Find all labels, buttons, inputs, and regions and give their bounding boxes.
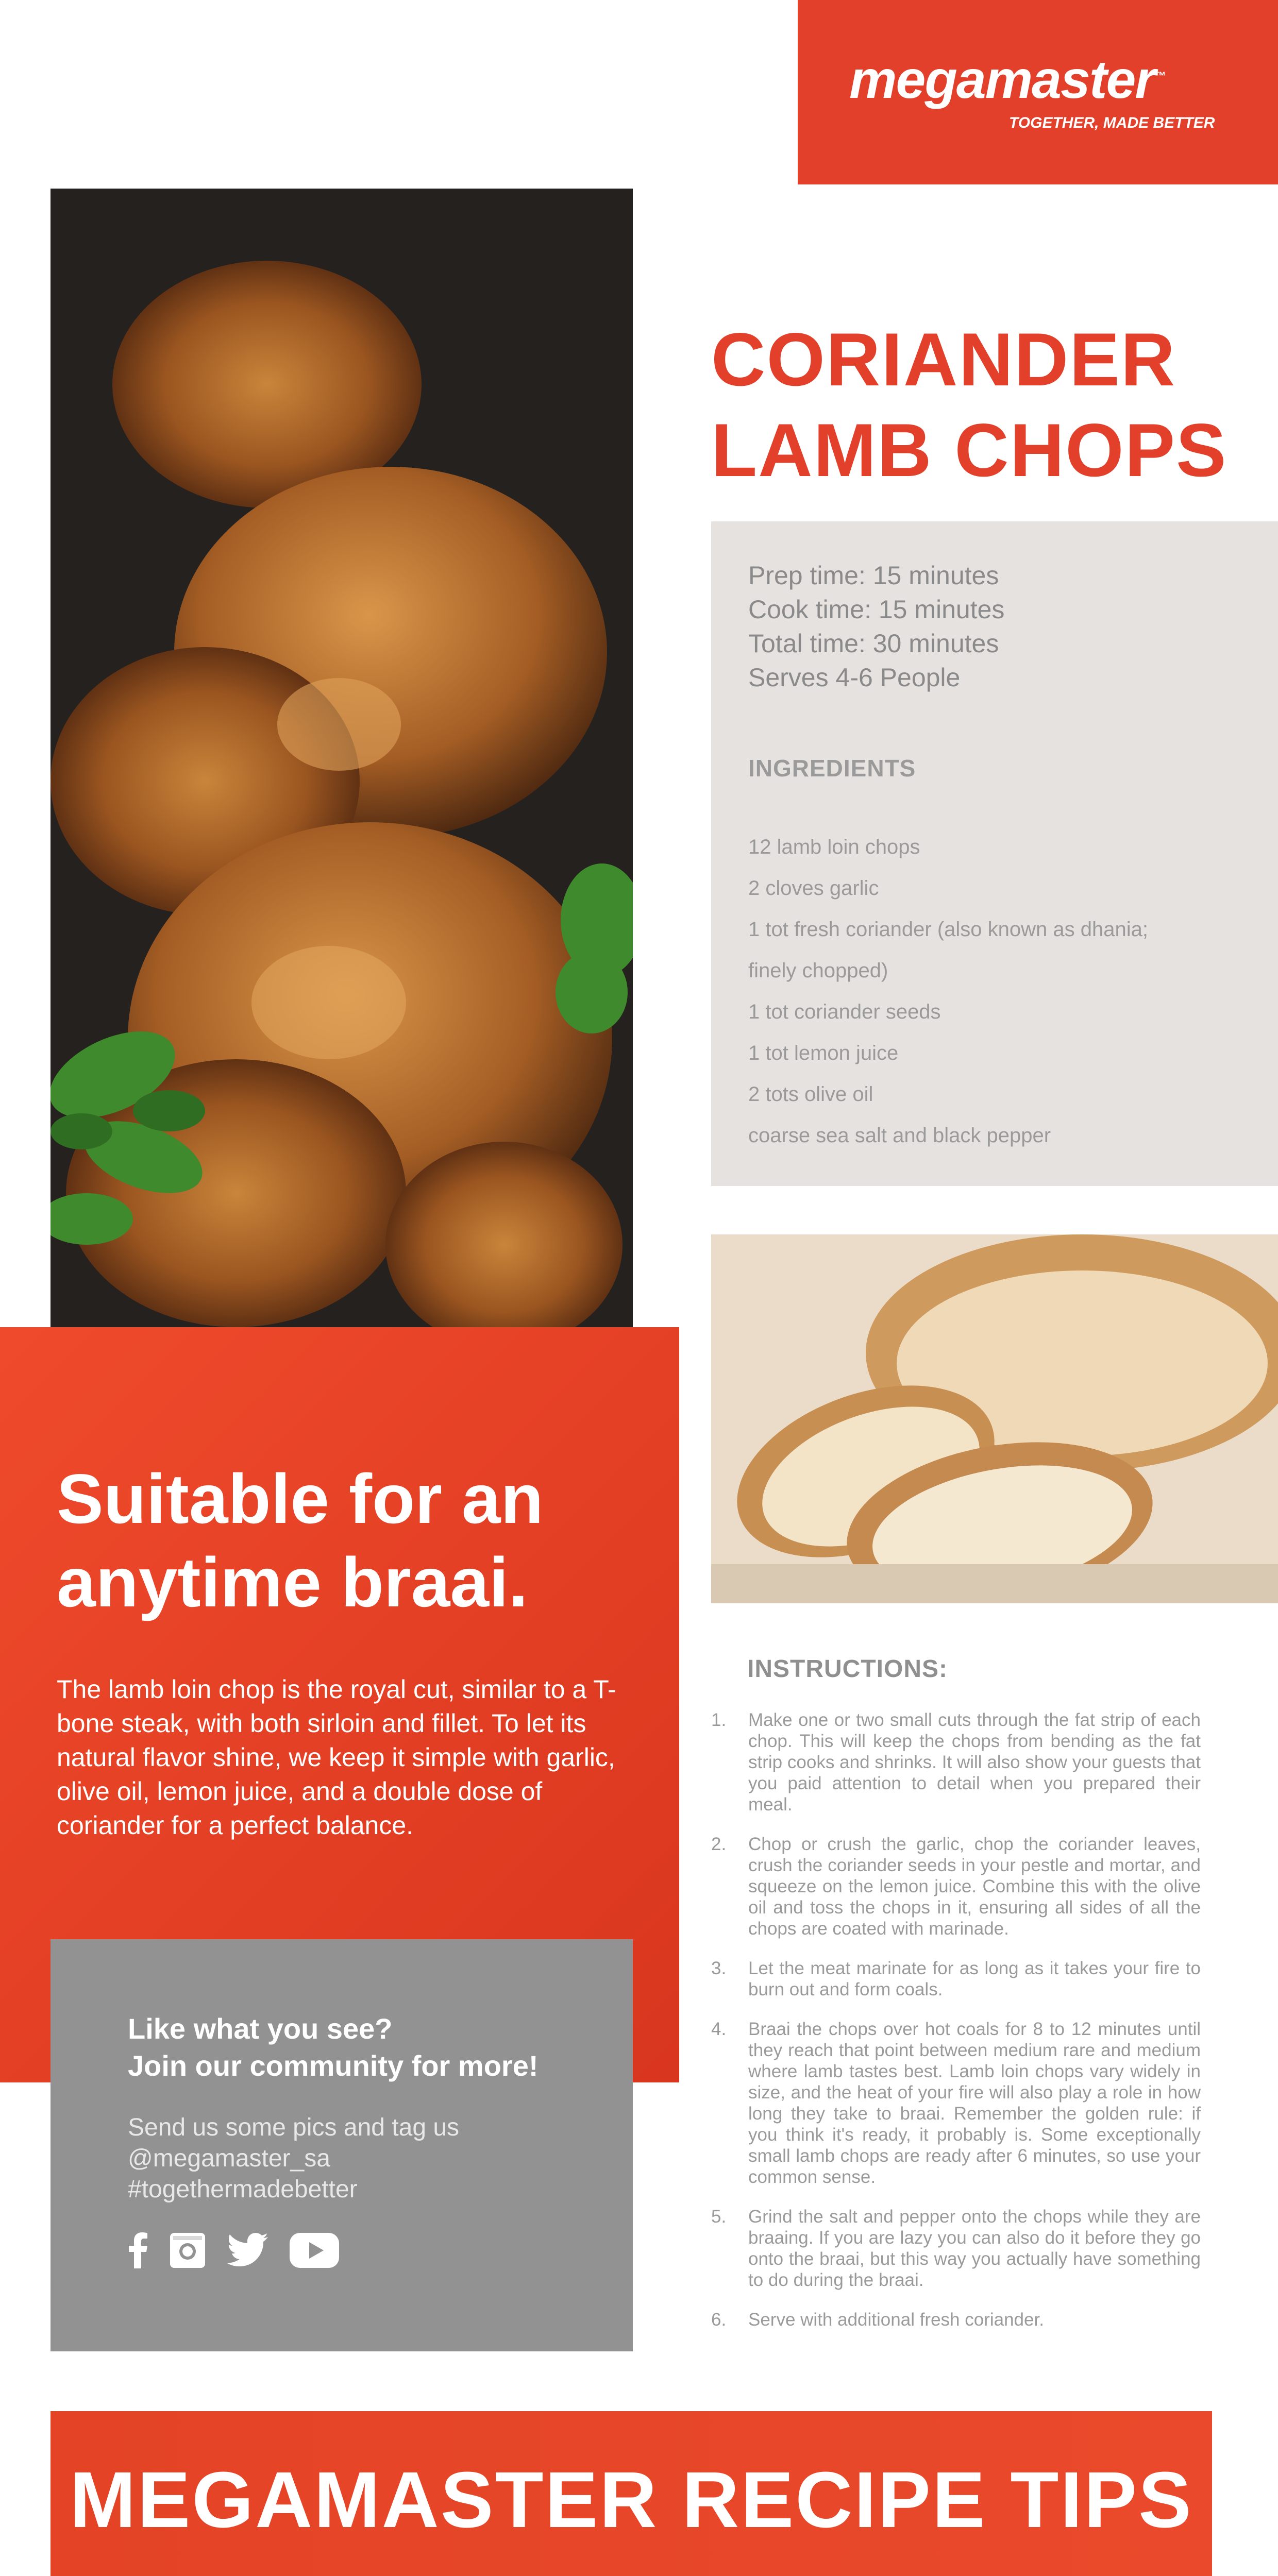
- social-icons: [128, 2230, 339, 2271]
- step-number: 4.: [711, 2019, 727, 2039]
- cook-time: Cook time: 15 minutes: [748, 595, 1005, 624]
- instagram-icon[interactable]: [170, 2233, 205, 2268]
- ingredient-item: 2 cloves garlic: [748, 877, 879, 900]
- lamb-chops-illustration: [51, 189, 633, 1395]
- feature-heading: [57, 1457, 644, 1624]
- ingredient-item: 1 tot lemon juice: [748, 1042, 899, 1064]
- community-cta: [128, 2010, 539, 2084]
- step-number: 2.: [711, 1834, 727, 1854]
- tag-us-text: Send us some pics and tag us: [128, 2114, 460, 2141]
- ingredient-item: finely chopped): [748, 959, 888, 982]
- community-panel: [51, 1939, 633, 2351]
- facebook-icon[interactable]: [128, 2232, 148, 2268]
- brand-logo[interactable]: [798, 0, 1278, 184]
- trademark-symbol: ™: [1154, 69, 1165, 82]
- ingredient-item: 12 lamb loin chops: [748, 836, 920, 858]
- brand-name: megamaster: [849, 50, 1155, 110]
- step-number: 6.: [711, 2310, 727, 2330]
- feature-heading-line1: Suitable for an: [57, 1460, 544, 1538]
- instructions-heading: INSTRUCTIONS:: [747, 1655, 948, 1683]
- brand-tagline: TOGETHER, MADE BETTER: [1009, 114, 1215, 131]
- recipe-tips-banner: [51, 2411, 1212, 2576]
- ingredient-item: 2 tots olive oil: [748, 1083, 873, 1106]
- step-text: Serve with additional fresh coriander.: [748, 2310, 1044, 2330]
- social-handle[interactable]: @megamaster_sa: [128, 2145, 330, 2172]
- recipe-title-line1: CORIANDER: [711, 317, 1176, 401]
- ingredient-item: coarse sea salt and black pepper: [748, 1124, 1051, 1147]
- instruction-step: [711, 2019, 1201, 2188]
- step-number: 1.: [711, 1710, 727, 1730]
- lamb-chops-photo: [51, 189, 633, 1395]
- ingredient-item: 1 tot fresh coriander (also known as dhania;: [748, 918, 1148, 941]
- community-cta-line2: Join our community for more!: [128, 2049, 539, 2082]
- serves: Serves 4-6 People: [748, 663, 961, 692]
- ingredient-item: 1 tot coriander seeds: [748, 1001, 941, 1023]
- step-number: 3.: [711, 1958, 727, 1978]
- ingredients-list: [748, 826, 1243, 1156]
- total-time: Total time: 30 minutes: [748, 629, 999, 658]
- bread-illustration: [711, 1234, 1278, 1603]
- prep-time: Prep time: 15 minutes: [748, 561, 999, 590]
- recipe-title: [711, 314, 1252, 496]
- step-text: Let the meat marinate for as long as it takes your fire to burn out and form coals.: [748, 1958, 1201, 1999]
- ingredients-heading: INGREDIENTS: [748, 755, 916, 782]
- step-number: 5.: [711, 2207, 727, 2227]
- instruction-step: [711, 1834, 1201, 1939]
- brand-wordmark: [798, 49, 1278, 111]
- instruction-step: [711, 1709, 1201, 1815]
- instruction-step: [711, 2309, 1201, 2330]
- step-text: Chop or crush the garlic, chop the coriander leaves, crush the coriander seeds in your pestle and mortar, and squeeze on the lemon juice. Combine this with the olive oil and toss the chops in it, ensuring all sides of all the chops are coated with marinade.: [748, 1834, 1201, 1939]
- community-tag-info: [128, 2112, 459, 2205]
- hashtag[interactable]: #togethermadebetter: [128, 2176, 358, 2203]
- feature-heading-line2: anytime braai.: [57, 1543, 528, 1621]
- step-text: Grind the salt and pepper onto the chops while they are braaing. If you are lazy you can also do it before they go onto the braai, but this way you actually have something to do during the braai.: [748, 2207, 1201, 2290]
- step-text: Braai the chops over hot coals for 8 to 12 minutes until they reach that point between medium rare and medium where lamb tastes best. Lamb loin chops vary widely in size, and the heat of your fire will also play a role in how long they take to braai. Remember the golden rule: if you think it's ready, it probably is. Some exceptionally small lamb chops are ready after 6 minutes, so use your common sense.: [748, 2019, 1201, 2187]
- community-cta-line1: Like what you see?: [128, 2012, 393, 2045]
- recipe-title-line2: LAMB CHOPS: [711, 408, 1227, 492]
- bread-photo: [711, 1234, 1278, 1603]
- youtube-icon[interactable]: [290, 2233, 339, 2268]
- recipe-tips-title: MEGAMASTER RECIPE TIPS: [70, 2455, 1193, 2544]
- step-text: Make one or two small cuts through the fat strip of each chop. This will keep the chops from bending as the fat strip cooks and shrinks. It will also show your guests that you paid attention to detail when you prepared their meal.: [748, 1710, 1201, 1815]
- instruction-step: [711, 2206, 1201, 2291]
- feature-description: The lamb loin chop is the royal cut, similar to a T-bone steak, with both sirloin and fillet. To let its natural flavor shine, we keep it simple with garlic, olive oil, lemon juice, and a double dose of coriander for a perfect balance.: [57, 1675, 616, 1840]
- recipe-times: [748, 558, 1004, 694]
- twitter-icon[interactable]: [227, 2233, 268, 2268]
- recipe-info-panel: [711, 521, 1278, 1186]
- instruction-step: [711, 1958, 1201, 2000]
- instructions-list: [711, 1709, 1201, 2349]
